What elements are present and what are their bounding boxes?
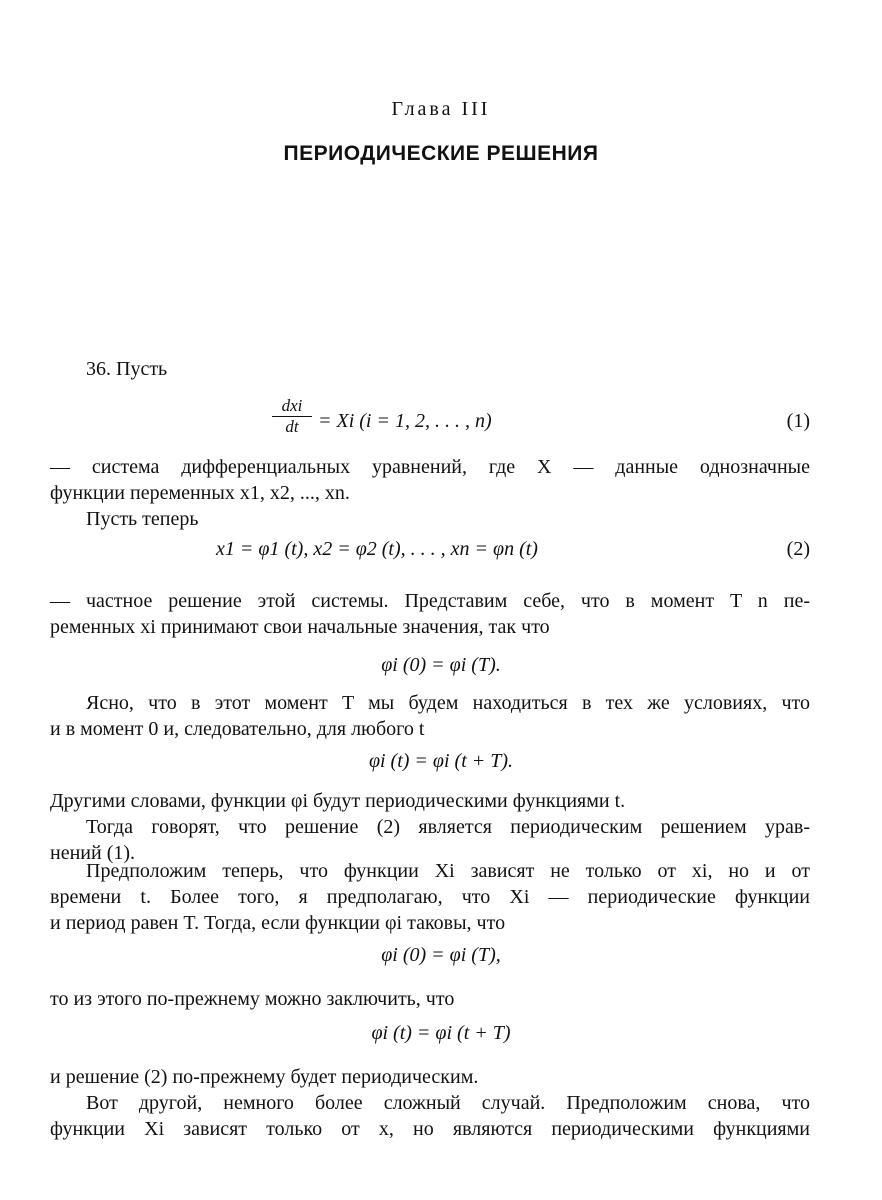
text-line: нений (1). (50, 842, 136, 864)
text-line: Другими словами, функции φi будут периодическими функциями t. (50, 790, 626, 812)
equation-1-denominator: dt (285, 417, 299, 436)
equation-2-label: (2) (786, 538, 810, 560)
equation-1-label: (1) (786, 410, 810, 432)
text-line: Пусть теперь (86, 508, 199, 530)
text-line: и период равен T. Тогда, если функции φi таковы, что (50, 912, 506, 934)
equation-1-rhs: = Xi (i = 1, 2, . . . , n) (318, 410, 492, 432)
text-line: Ясно, что в этот момент T мы будем находиться в тех же условиях, что (86, 692, 810, 714)
text-line: функции переменных x1, x2, ..., xn. (50, 482, 350, 504)
text-line: Тогда говорят, что решение (2) является периодическим решением урав- (86, 816, 810, 838)
chapter-title: ПЕРИОДИЧЕСКИЕ РЕШЕНИЯ (283, 142, 599, 165)
chapter-label: Глава III (391, 98, 491, 120)
equation-2: x1 = φ1 (t), x2 = φ2 (t), . . . , xn = φn (t) (216, 538, 538, 560)
text-line: то из этого по-прежнему можно заключить, что (50, 988, 455, 1010)
text-line: ременных xi принимают свои начальные значения, так что (50, 616, 550, 638)
equation-6: φi (t) = φi (t + T) (371, 1022, 511, 1044)
equation-3: φi (0) = φi (T). (381, 654, 501, 676)
text-line: Предположим теперь, что функции Xi зависят не только от xi, но и от (86, 860, 810, 882)
text-line: Вот другой, немного более сложный случай. Предположим снова, что (86, 1092, 810, 1114)
text-line: — частное решение этой системы. Представим себе, что в момент T n пе- (50, 590, 810, 612)
section-intro: 36. Пусть (86, 358, 168, 380)
text-line: — система дифференциальных уравнений, где X — данные однозначные (50, 456, 810, 478)
equation-1-fraction (272, 396, 312, 437)
text-line: и решение (2) по-прежнему будет периодическим. (50, 1066, 479, 1088)
equation-4: φi (t) = φi (t + T). (368, 750, 514, 772)
text-line: функции Xi зависят только от x, но являются периодическими функциями (50, 1118, 810, 1140)
text-line: времени t. Более того, я предполагаю, что Xi — периодические функции (50, 886, 810, 908)
text-line: и в момент 0 и, следовательно, для любого t (50, 718, 425, 740)
equation-1-numerator: dxi (281, 396, 303, 415)
equation-5: φi (0) = φi (T), (381, 944, 501, 966)
